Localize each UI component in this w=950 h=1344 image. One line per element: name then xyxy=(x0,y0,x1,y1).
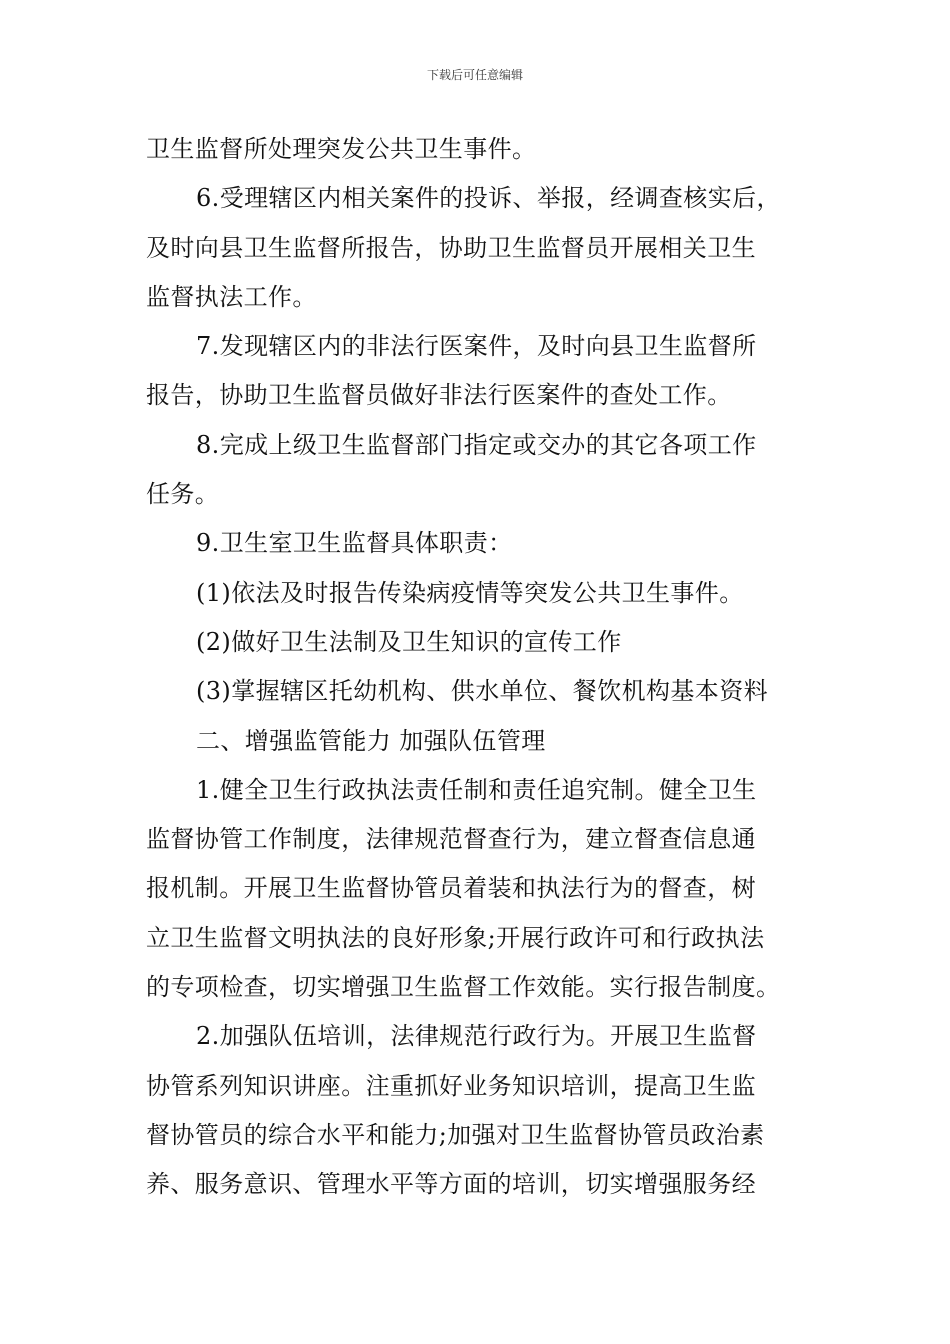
text-line: (3)掌握辖区托幼机构、供水单位、餐饮机构基本资料 xyxy=(196,677,768,706)
text-line: (2)做好卫生法制及卫生知识的宣传工作 xyxy=(196,627,622,656)
text-line: 立卫生监督文明执法的良好形象;开展行政许可和行政执法 xyxy=(146,923,765,952)
text-line: 9.卫生室卫生监督具体职责： xyxy=(196,529,513,558)
text-line: 协管系列知识讲座。注重抓好业务知识培训，提高卫生监 xyxy=(146,1071,756,1100)
text-line: (1)依法及时报告传染病疫情等突发公共卫生事件。 xyxy=(196,578,744,607)
text-line: 监督协管工作制度，法律规范督查行为，建立督查信息通 xyxy=(146,825,756,854)
body-text xyxy=(146,125,836,1210)
text-line: 卫生监督所处理突发公共卫生事件。 xyxy=(146,135,537,163)
text-line: 2.加强队伍培训，法律规范行政行为。开展卫生监督 xyxy=(196,1022,757,1051)
page-header: 下载后可任意编辑 xyxy=(426,68,523,82)
text-line: 报机制。开展卫生监督协管员着装和执法行为的督查，树 xyxy=(146,874,756,903)
text-line: 报告，协助卫生监督员做好非法行医案件的查处工作。 xyxy=(146,381,732,410)
text-line: 1.健全卫生行政执法责任制和责任追究制。健全卫生 xyxy=(196,775,757,804)
text-line: 及时向县卫生监督所报告，协助卫生监督员开展相关卫生 xyxy=(146,233,756,262)
text-line: 的专项检查，切实增强卫生监督工作效能。实行报告制度。 xyxy=(146,973,781,1002)
text-line: 任务。 xyxy=(146,480,220,509)
text-line: 8.完成上级卫生监督部门指定或交办的其它各项工作 xyxy=(196,430,757,459)
text-line: 6.受理辖区内相关案件的投诉、举报，经调查核实后， xyxy=(196,184,781,213)
text-line: 督协管员的综合水平和能力;加强对卫生监督协管员政治素 xyxy=(146,1120,765,1149)
text-line: 养、服务意识、管理水平等方面的培训，切实增强服务经 xyxy=(146,1170,756,1199)
text-line: 7.发现辖区内的非法行医案件，及时向县卫生监督所 xyxy=(196,332,757,361)
text-line: 二、增强监管能力 加强队伍管理 xyxy=(196,726,546,755)
text-line: 监督执法工作。 xyxy=(146,282,317,311)
